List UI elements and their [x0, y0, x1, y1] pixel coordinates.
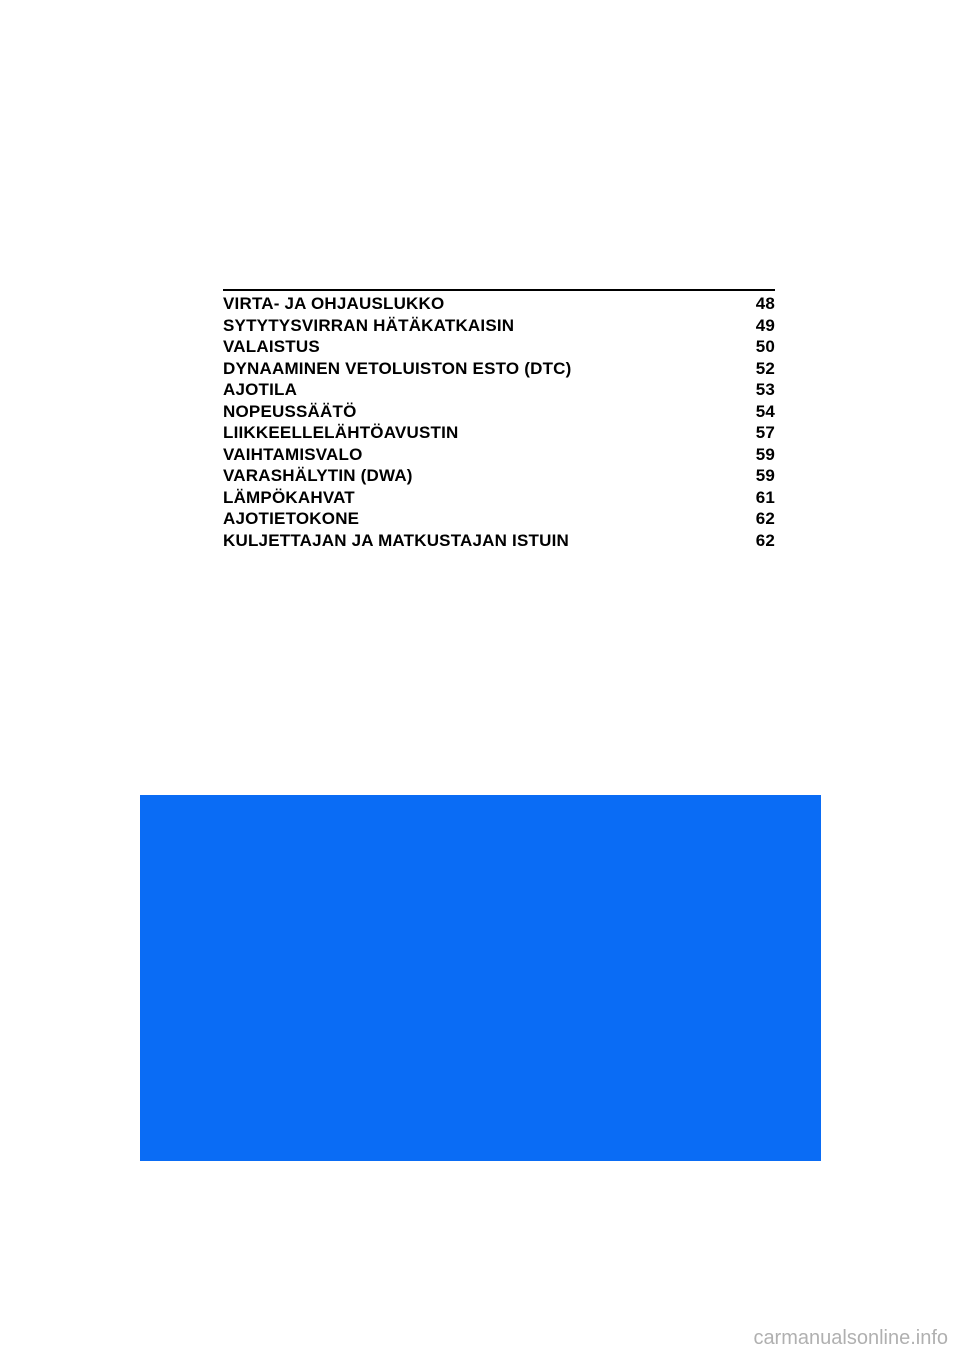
toc-entry[interactable] [223, 358, 775, 380]
toc-entry[interactable] [223, 401, 775, 423]
toc-entry[interactable] [223, 293, 775, 315]
toc-entry-title: LIIKKEELLELÄHTÖAVUSTIN [223, 423, 459, 442]
toc-entry[interactable] [223, 444, 775, 466]
toc-entry[interactable] [223, 487, 775, 509]
toc-entry-page: 48 [755, 294, 775, 313]
toc-entry[interactable] [223, 336, 775, 358]
toc-entry-page: 57 [755, 423, 775, 442]
toc-entry-page: 62 [755, 509, 775, 528]
toc-entry[interactable] [223, 508, 775, 530]
toc-entry-page: 50 [755, 337, 775, 356]
toc-entry-title: AJOTIETOKONE [223, 509, 360, 528]
toc-entry-page: 53 [755, 380, 775, 399]
watermark: carmanualsonline.info [753, 1327, 948, 1349]
toc-entry[interactable] [223, 422, 775, 444]
toc-entry-title: VARASHÄLYTIN (DWA) [223, 466, 413, 485]
toc-entry-title: NOPEUSSÄÄTÖ [223, 401, 357, 421]
toc-entry-page: 62 [755, 530, 775, 550]
toc-entry-title: LÄMPÖKAHVAT [223, 487, 355, 507]
toc-entry-page: 52 [755, 358, 775, 378]
toc-entry-title: VIRTA- JA OHJAUSLUKKO [223, 294, 445, 313]
toc-entry-page: 59 [755, 466, 775, 485]
toc-entry[interactable] [223, 315, 775, 337]
toc-entry-title: VAIHTAMISVALO [223, 444, 363, 464]
toc-entry-title: AJOTILA [223, 380, 298, 399]
toc-entry[interactable] [223, 379, 775, 401]
table-of-contents [223, 289, 775, 551]
toc-entry-title: SYTYTYSVIRRAN HÄTÄKATKAISIN [223, 315, 515, 335]
toc-entry-page: 61 [755, 487, 775, 507]
toc-entry-title: KULJETTAJAN JA MATKUSTAJAN ISTUIN [223, 530, 569, 550]
toc-entry-title: DYNAAMINEN VETOLUISTON ESTO (DTC) [223, 358, 572, 378]
toc-entry-page: 54 [755, 401, 775, 421]
blue-panel [140, 795, 821, 1161]
toc-entry[interactable] [223, 530, 775, 552]
toc-entry[interactable] [223, 465, 775, 487]
toc-entry-page: 59 [755, 444, 775, 464]
toc-entry-title: VALAISTUS [223, 337, 320, 356]
toc-entry-page: 49 [755, 315, 775, 335]
